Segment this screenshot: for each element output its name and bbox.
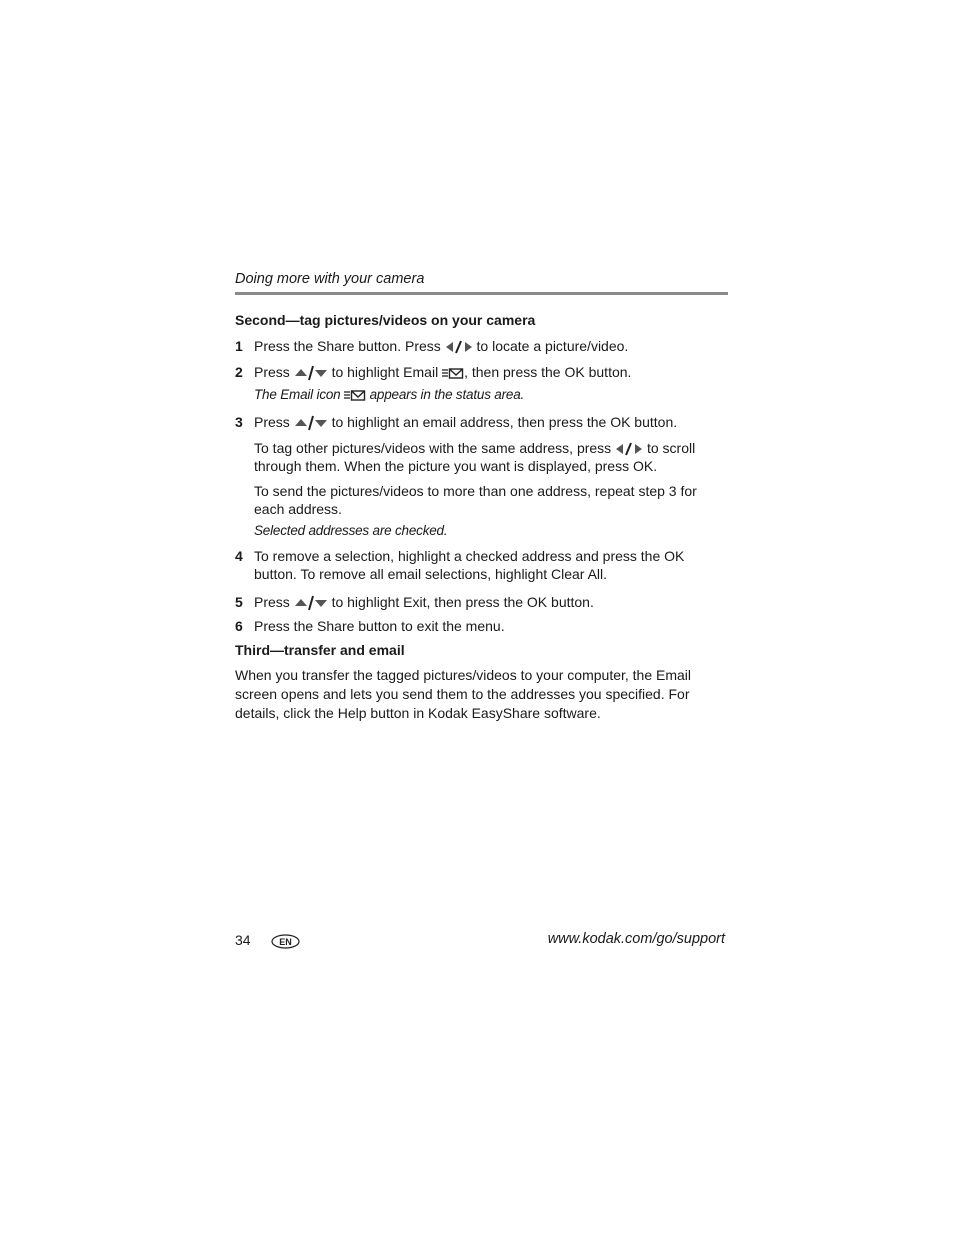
up-down-arrows-icon xyxy=(294,415,328,431)
up-down-arrows-icon xyxy=(294,365,328,381)
step-3-paragraph-1 xyxy=(254,439,724,475)
step-text: Press xyxy=(254,364,290,380)
header-rule xyxy=(235,292,728,295)
email-icon xyxy=(344,388,366,402)
step-text: Press xyxy=(254,594,290,610)
step-text: , then press the OK button. xyxy=(464,364,632,380)
page-number: 34 xyxy=(235,932,251,948)
support-url-link[interactable]: www.kodak.com/go/support xyxy=(547,931,725,947)
step-3-note: Selected addresses are checked. xyxy=(254,523,448,538)
note-text: The Email icon xyxy=(254,387,341,402)
step-text: to highlight Email xyxy=(331,364,439,380)
step-text: Press the Share button. Press xyxy=(254,338,441,354)
step-text: To remove a selection, highlight a checked address and press the OK button. To remove all email selections, highlight Clear All. xyxy=(254,548,685,582)
step-number: 2 xyxy=(235,364,243,380)
step-number: 5 xyxy=(235,594,243,610)
step-number: 6 xyxy=(235,618,243,634)
paragraph-text: to scroll through them. When the picture you want is displayed, press OK. xyxy=(254,440,696,474)
step-number: 1 xyxy=(235,338,243,354)
step-text: to highlight an email address, then press the OK button. xyxy=(331,414,678,430)
left-right-arrows-icon xyxy=(615,442,643,456)
section-heading-third: Third—transfer and email xyxy=(235,642,405,658)
step-2-note xyxy=(254,387,524,402)
section-third-body: When you transfer the tagged pictures/videos to your computer, the Email screen opens and lets you send them to the addresses you specified. For details, click the Help button in Kodak EasyShare software. xyxy=(235,667,692,721)
left-right-arrows-icon xyxy=(445,340,473,354)
running-head: Doing more with your camera xyxy=(235,271,425,287)
step-text: to locate a picture/video. xyxy=(476,338,629,354)
language-badge xyxy=(271,934,300,949)
note-text: appears in the status area. xyxy=(369,387,525,402)
up-down-arrows-icon xyxy=(294,595,328,611)
step-text: Press the Share button to exit the menu. xyxy=(254,618,505,634)
step-3-paragraph-2: To send the pictures/videos to more than one address, repeat step 3 for each address. xyxy=(254,483,697,517)
section-heading-second: Second—tag pictures/videos on your camera xyxy=(235,312,536,328)
step-number: 3 xyxy=(235,414,243,430)
language-badge-text: EN xyxy=(279,937,292,947)
paragraph-text: To tag other pictures/videos with the same address, press xyxy=(254,440,612,456)
step-text: to highlight Exit, then press the OK button. xyxy=(331,594,594,610)
step-text: Press xyxy=(254,414,290,430)
step-number: 4 xyxy=(235,548,243,564)
email-icon xyxy=(442,366,464,380)
